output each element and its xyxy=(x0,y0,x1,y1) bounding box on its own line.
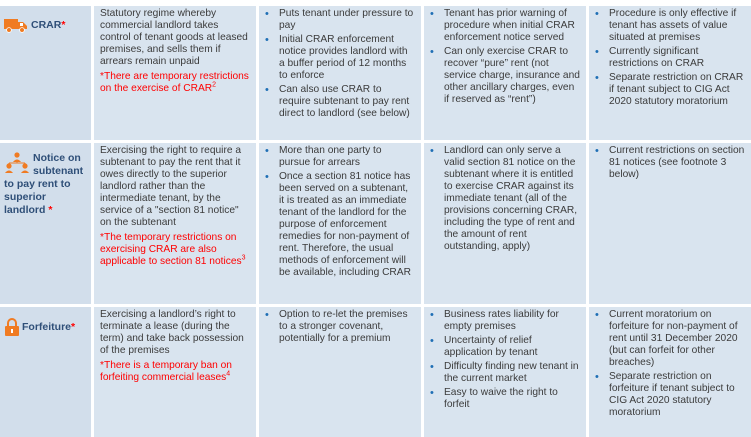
advantages-cell xyxy=(259,143,421,304)
list-item: • Initial CRAR enforcement notice provides landlord with a buffer period of 12 months to enforce xyxy=(279,34,415,82)
list-item: • Uncertainty of relief application by tenant xyxy=(444,335,580,359)
list-item: • Procedure is only effective if tenant has assets of value situated at premises xyxy=(609,8,745,44)
list-item: • Business rates liability for empty premises xyxy=(444,309,580,333)
truck-icon xyxy=(4,17,28,33)
row-heading-label: Forfeiture* xyxy=(22,320,76,333)
disadvantages-cell xyxy=(424,143,586,304)
list-item: • Current restrictions on section 81 notices (see footnote 3 below) xyxy=(609,145,745,181)
row-heading-label: Notice on subtenant to pay rent to superior landlord * xyxy=(4,152,84,216)
list-item: • Option to re-let the premises to a stronger covenant, potentially for a premium xyxy=(279,309,415,345)
people-hierarchy-icon xyxy=(4,152,30,174)
list-item: • Once a section 81 notice has been served on a subtenant, it is treated as an immediate tenant of the landlord for the purpose of enforcement remedies for non-payment of rent. Therefore, the usual methods of enforcement will be available, including CRAR xyxy=(279,171,415,279)
list-item: • Currently significant restrictions on CRAR xyxy=(609,46,745,70)
description-text: Exercising the right to require a subtenant to pay the rent that it owes directly to the superior landlord rather than the intermediate tenant, by the service of a "section 81 notice" on the subtenant xyxy=(100,145,241,228)
list-item: • Separate restriction on forfeiture if tenant subject to CIG Act 2020 statutory moratorium xyxy=(609,371,745,419)
restriction-note: *There are temporary restrictions on the exercise of CRAR$^2$ xyxy=(100,71,249,94)
restriction-note: *There is a temporary ban on forfeiting commercial leases$^4$ xyxy=(100,360,232,383)
restrictions-cell xyxy=(589,307,751,437)
description-text: Statutory regime whereby commercial landlord takes control of tenant goods at leased premises, and sells them if arrears remain unpaid xyxy=(100,8,248,67)
disadvantages-cell xyxy=(424,6,586,140)
row-heading-label: CRAR* xyxy=(31,18,66,31)
remedies-table xyxy=(0,6,751,431)
list-item: • Tenant has prior warning of procedure when initial CRAR enforcement notice served xyxy=(444,8,580,44)
restriction-note: *The temporary restrictions on exercising CRAR are also applicable to section 81 notices$^3$ xyxy=(100,232,246,267)
list-item: • Easy to waive the right to forfeit xyxy=(444,387,580,411)
advantages-cell xyxy=(259,307,421,437)
list-item: • More than one party to pursue for arrears xyxy=(279,145,415,169)
padlock-icon xyxy=(4,318,20,336)
row-heading-section81 xyxy=(0,143,91,304)
row-heading-forfeiture xyxy=(0,307,91,437)
list-item: • Difficulty finding new tenant in the current market xyxy=(444,361,580,385)
advantages-cell xyxy=(259,6,421,140)
description-cell xyxy=(94,6,256,140)
list-item: • Can also use CRAR to require subtenant to pay rent direct to landlord (see below) xyxy=(279,84,415,120)
list-item: • Puts tenant under pressure to pay xyxy=(279,8,415,32)
description-cell xyxy=(94,143,256,304)
list-item: • Can only exercise CRAR to recover “pure” rent (not service charge, insurance and other ancillary charges, even if reserved as “rent”) xyxy=(444,46,580,106)
restrictions-cell xyxy=(589,143,751,304)
list-item: • Landlord can only serve a valid section 81 notice on the subtenant where it is entitled to exercise CRAR against its immediate tenant (all of the provisions concerning CRAR, including the type of rent and the amount of rent outstanding, apply) xyxy=(444,145,580,253)
disadvantages-cell xyxy=(424,307,586,437)
description-text: Exercising a landlord’s right to terminate a lease (during the term) and take back possession of the premises xyxy=(100,309,244,356)
list-item: • Separate restriction on CRAR if tenant subject to CIG Act 2020 statutory moratorium xyxy=(609,72,745,108)
restrictions-cell xyxy=(589,6,751,140)
list-item: • Current moratorium on forfeiture for non-payment of rent until 31 December 2020 (but can forfeit for other breaches) xyxy=(609,309,745,369)
description-cell xyxy=(94,307,256,437)
row-heading-crar xyxy=(0,6,91,140)
